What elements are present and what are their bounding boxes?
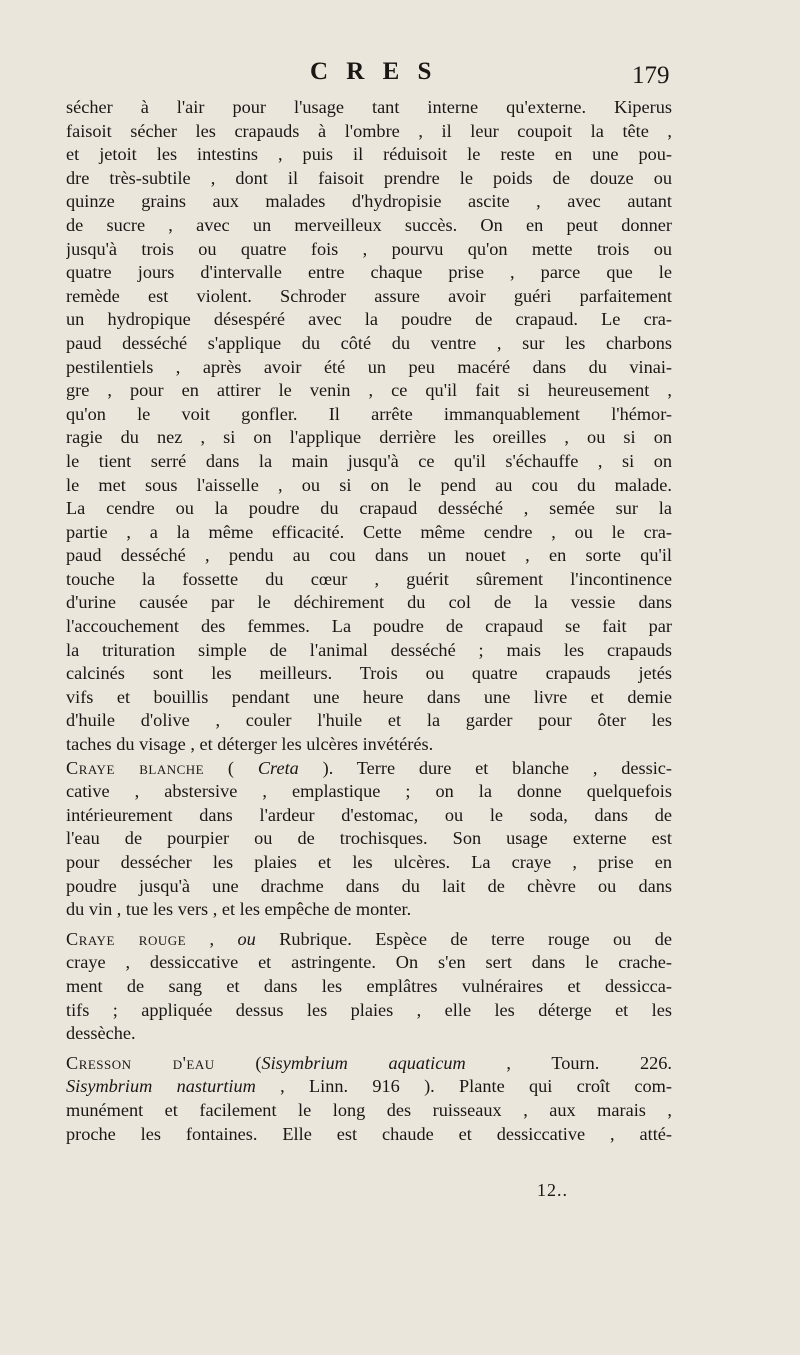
text-line: paud desséché , pendu au cou dans un nouet , en sorte qu'il	[66, 545, 672, 566]
text-line: qu'on le voit gonfler. Il arrête immanquablement l'hémor-	[66, 403, 672, 424]
text-line: d'urine causée par le déchirement du col de la vessie dans	[66, 592, 672, 613]
text-line: l'accouchement des femmes. La poudre de crapaud se fait par	[66, 616, 672, 637]
text-line: proche les fontaines. Elle est chaude et dessiccative , atté-	[66, 1123, 672, 1144]
text-line: l'eau de pourpier ou de trochisques. Son usage externe est	[66, 828, 672, 849]
page-number: 179	[632, 62, 670, 89]
entry-cresson-head: Cresson d'eau (Sisymbrium aquaticum , Tourn. 226.	[66, 1052, 672, 1073]
text-line: cative , abstersive , emplastique ; on la donne quelquefois	[66, 781, 672, 802]
text-line: partie , a la même efficacité. Cette même cendre , ou le cra-	[66, 521, 672, 542]
text-line: le met sous l'aisselle , ou si on le pend au cou du malade.	[66, 474, 672, 495]
text-line: gre , pour en attirer le venin , ce qu'il fait si heureusement ,	[66, 380, 672, 401]
text-line: de sucre , avec un merveilleux succès. On en peut donner	[66, 214, 672, 235]
text-line: poudre jusqu'à une drachme dans du lait de chèvre ou dans	[66, 875, 672, 896]
running-head: C R E S	[310, 58, 438, 85]
text-line: d'huile d'olive , couler l'huile et la garder pour ôter les	[66, 710, 672, 731]
entry-craye-rouge-head: Craye rouge , ou Rubrique. Espèce de terre rouge ou de	[66, 928, 672, 949]
text-line: Sisymbrium nasturtium , Linn. 916 ). Plante qui croît com-	[66, 1076, 672, 1097]
text-line: et jetoit les intestins , puis il réduisoit le reste en une pou-	[66, 144, 672, 165]
entry-term: Craye rouge	[66, 928, 187, 949]
body-text	[66, 96, 672, 1146]
text-line: la trituration simple de l'animal desséché ; mais les crapauds	[66, 639, 672, 660]
text-line: faisoit sécher les crapauds à l'ombre , il leur coupoit la tête ,	[66, 120, 672, 141]
latin-name: Creta	[257, 757, 299, 778]
text-line: un hydropique désespéré avec la poudre de crapaud. Le cra-	[66, 309, 672, 330]
text-line: craye , dessiccative et astringente. On s'en sert dans le crache-	[66, 952, 672, 973]
text-line: intérieurement dans l'ardeur d'estomac, ou le soda, dans de	[66, 804, 672, 825]
text-line: ment de sang et dans les emplâtres vulnéraires et dessicca-	[66, 975, 672, 996]
text-line: dessèche.	[66, 1023, 136, 1044]
text-line: touche la fossette du cœur , guérit sûrement l'incontinence	[66, 568, 672, 589]
entry-term: Cresson d'eau	[66, 1052, 215, 1073]
text-line: vifs et bouillis pendant une heure dans une livre et demie	[66, 686, 672, 707]
text-line: calcinés sont les meilleurs. Trois ou quatre crapauds jetés	[66, 663, 672, 684]
text-line: tifs ; appliquée dessus les plaies , elle les déterge et les	[66, 999, 672, 1020]
page-header	[0, 58, 800, 98]
entry-term: Craye blanche	[66, 757, 205, 778]
text-line: munément et facilement le long des ruisseaux , aux marais ,	[66, 1099, 672, 1120]
text-line: quatre jours d'intervalle entre chaque prise , parce que le	[66, 262, 672, 283]
text-line: du vin , tue les vers , et les empêche de monter.	[66, 899, 412, 920]
text-line: La cendre ou la poudre du crapaud desséché , semée sur la	[66, 498, 672, 519]
latin-name: Sisymbrium nasturtium	[66, 1076, 256, 1097]
text-line: sécher à l'air pour l'usage tant interne qu'externe. Kiperus	[66, 97, 672, 117]
text-line: jusqu'à trois ou quatre fois , pourvu qu'on mette trois ou	[66, 238, 672, 259]
text-line: pour dessécher les plaies et les ulcères. La craye , prise en	[66, 852, 672, 872]
entry-craye-blanche-head: Craye blanche ( Creta ). Terre dure et blanche , dessic-	[66, 757, 672, 778]
latin-name: Sisymbrium aquaticum	[261, 1052, 466, 1073]
signature-mark: 12..	[537, 1180, 568, 1200]
text-line: pestilentiels , après avoir été un peu macéré dans du vinai-	[66, 356, 672, 377]
text-line: le tient serré dans la main jusqu'à ce qu'il s'échauffe , si on	[66, 450, 672, 471]
text-line: ragie du nez , si on l'applique derrière les oreilles , ou si on	[66, 427, 672, 448]
text-line: taches du visage , et déterger les ulcères invétérés.	[66, 734, 434, 755]
text-line: remède est violent. Schroder assure avoir guéri parfaitement	[66, 285, 672, 306]
text-line: paud desséché s'applique du côté du ventre , sur les charbons	[66, 332, 672, 353]
text-line: quinze grains aux malades d'hydropisie ascite , avec autant	[66, 191, 672, 212]
text-line: dre très-subtile , dont il faisoit prendre le poids de douze ou	[66, 167, 672, 188]
